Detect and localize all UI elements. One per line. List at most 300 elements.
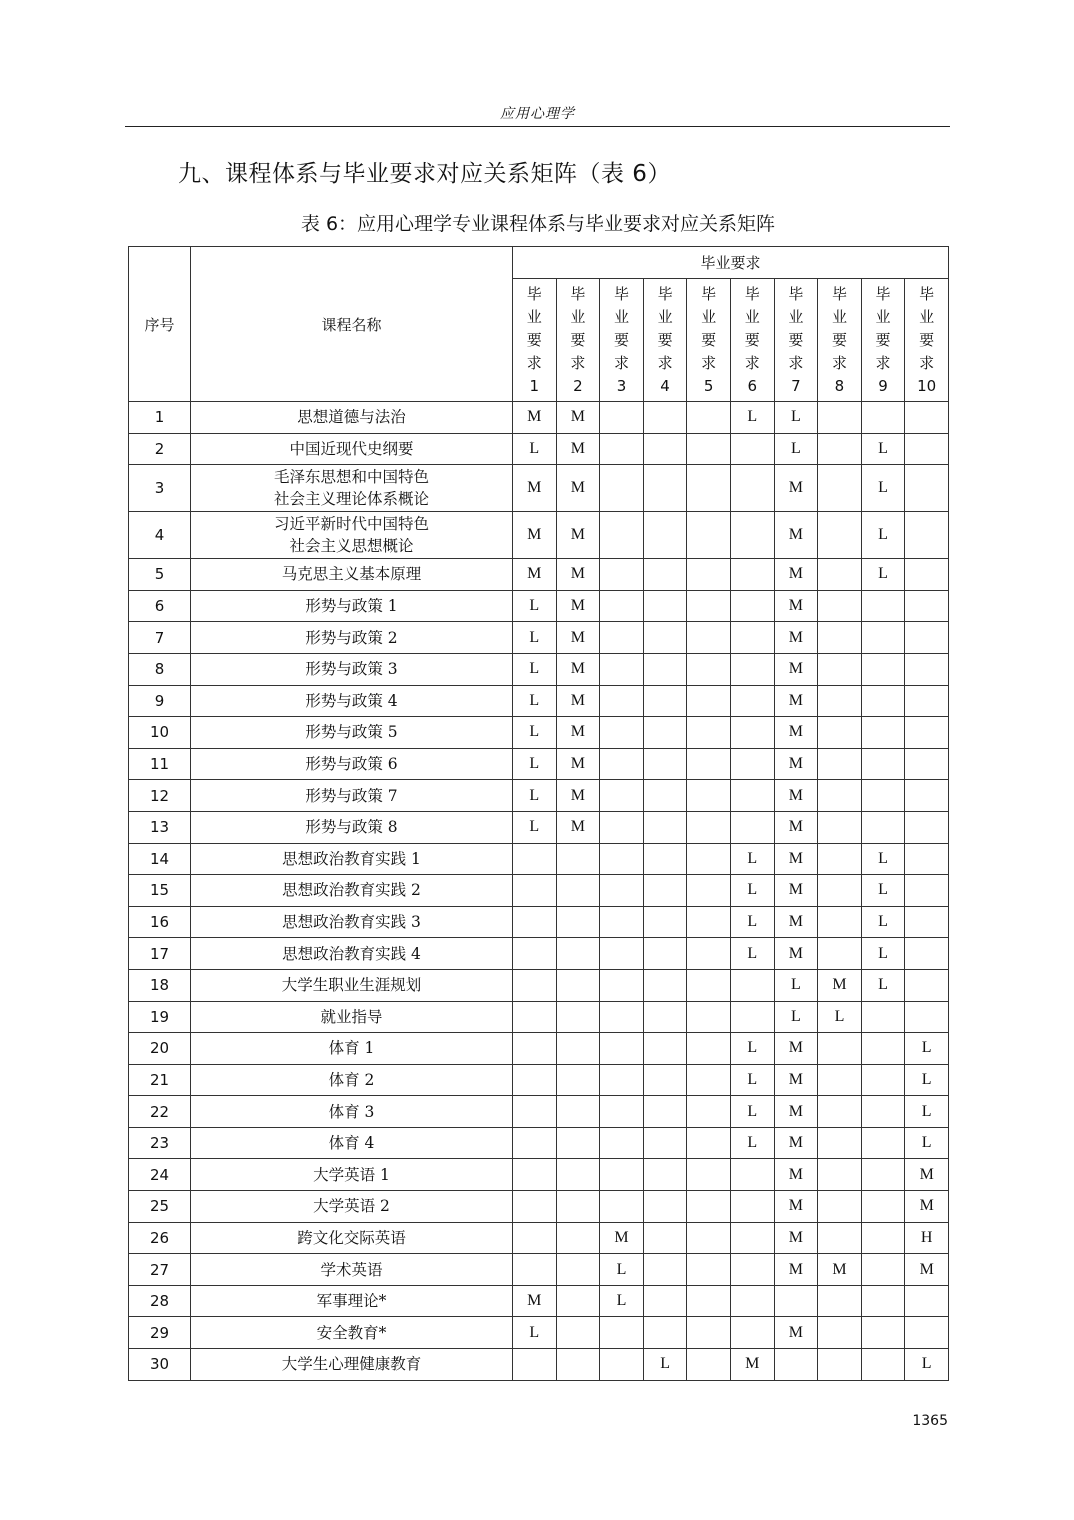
course-name: 马克思主义基本原理 bbox=[191, 559, 513, 591]
requirement-mark-cell bbox=[905, 875, 949, 907]
requirement-mark-cell bbox=[905, 590, 949, 622]
requirement-mark-cell bbox=[643, 1096, 687, 1128]
course-name: 大学生职业生涯规划 bbox=[191, 969, 513, 1001]
requirement-mark-cell bbox=[818, 465, 862, 512]
requirement-mark-cell bbox=[818, 906, 862, 938]
requirement-mark-cell bbox=[861, 1033, 905, 1065]
requirement-mark-cell bbox=[687, 748, 731, 780]
requirement-mark-cell: M bbox=[556, 780, 600, 812]
col-header-requirement-9 bbox=[861, 279, 905, 402]
table-row bbox=[129, 402, 949, 434]
requirement-mark-cell: M bbox=[556, 512, 600, 559]
requirement-char: 业 bbox=[788, 307, 804, 326]
requirement-mark-cell: M bbox=[513, 512, 557, 559]
col-header-requirement-10 bbox=[905, 279, 949, 402]
requirement-mark-cell bbox=[730, 1159, 774, 1191]
requirement-mark-cell bbox=[861, 1001, 905, 1033]
requirement-mark-cell bbox=[513, 906, 557, 938]
requirement-mark-cell bbox=[861, 717, 905, 749]
row-number: 3 bbox=[129, 465, 191, 512]
requirement-mark-cell bbox=[513, 1222, 557, 1254]
requirement-mark-cell bbox=[556, 1159, 600, 1191]
requirement-mark-cell: L bbox=[861, 433, 905, 465]
requirement-mark-cell bbox=[818, 402, 862, 434]
col-header-requirement-5 bbox=[687, 279, 731, 402]
requirement-mark-cell bbox=[643, 906, 687, 938]
requirement-mark-cell bbox=[556, 1349, 600, 1381]
requirement-char: 要 bbox=[831, 330, 847, 349]
requirement-mark-cell bbox=[687, 1001, 731, 1033]
requirement-mark-cell bbox=[600, 780, 644, 812]
requirement-mark-cell bbox=[861, 1191, 905, 1223]
requirement-mark-cell bbox=[861, 1254, 905, 1286]
course-name: 学术英语 bbox=[191, 1254, 513, 1286]
requirement-mark-cell: L bbox=[861, 559, 905, 591]
requirement-mark-cell bbox=[687, 1254, 731, 1286]
requirement-mark-cell: M bbox=[774, 1254, 818, 1286]
requirement-mark-cell: M bbox=[818, 1254, 862, 1286]
requirement-mark-cell: M bbox=[774, 1222, 818, 1254]
table-row bbox=[129, 906, 949, 938]
requirement-mark-cell bbox=[556, 1096, 600, 1128]
requirement-mark-cell bbox=[818, 1317, 862, 1349]
row-number: 28 bbox=[129, 1285, 191, 1317]
course-name: 形势与政策 8 bbox=[191, 811, 513, 843]
requirement-mark-cell bbox=[513, 843, 557, 875]
requirement-mark-cell: M bbox=[556, 433, 600, 465]
requirement-mark-cell: L bbox=[730, 1096, 774, 1128]
requirement-mark-cell bbox=[818, 811, 862, 843]
requirement-mark-cell: L bbox=[905, 1096, 949, 1128]
requirement-mark-cell bbox=[687, 717, 731, 749]
requirement-mark-cell bbox=[600, 433, 644, 465]
requirement-mark-cell bbox=[643, 748, 687, 780]
requirement-char: 要 bbox=[788, 330, 804, 349]
requirement-mark-cell: L bbox=[774, 1001, 818, 1033]
requirement-mark-cell bbox=[687, 402, 731, 434]
requirement-mark-cell: L bbox=[730, 938, 774, 970]
requirement-mark-cell bbox=[730, 1001, 774, 1033]
requirement-mark-cell: L bbox=[861, 969, 905, 1001]
requirement-char: 业 bbox=[701, 307, 717, 326]
row-number: 6 bbox=[129, 590, 191, 622]
requirement-mark-cell: M bbox=[818, 969, 862, 1001]
requirement-mark-cell: M bbox=[556, 465, 600, 512]
requirement-mark-cell bbox=[774, 1349, 818, 1381]
requirement-number: 9 bbox=[878, 376, 888, 395]
requirement-mark-cell bbox=[513, 1096, 557, 1128]
table-row bbox=[129, 717, 949, 749]
table-row bbox=[129, 1191, 949, 1223]
requirement-mark-cell bbox=[600, 748, 644, 780]
requirement-mark-cell bbox=[861, 780, 905, 812]
requirement-mark-cell bbox=[730, 748, 774, 780]
requirement-mark-cell: L bbox=[513, 717, 557, 749]
requirement-mark-cell bbox=[556, 1127, 600, 1159]
col-header-requirement-1 bbox=[513, 279, 557, 402]
requirement-mark-cell bbox=[861, 1349, 905, 1381]
requirement-mark-cell bbox=[687, 1096, 731, 1128]
section-title: 九、课程体系与毕业要求对应关系矩阵（表 6） bbox=[178, 161, 671, 187]
requirement-mark-cell bbox=[818, 748, 862, 780]
requirement-char: 求 bbox=[744, 353, 760, 372]
requirement-number: 10 bbox=[917, 376, 937, 395]
requirement-mark-cell: M bbox=[556, 685, 600, 717]
requirement-mark-cell: L bbox=[513, 685, 557, 717]
requirement-mark-cell bbox=[687, 811, 731, 843]
requirement-mark-cell bbox=[687, 590, 731, 622]
requirement-mark-cell: M bbox=[774, 1033, 818, 1065]
requirement-number: 6 bbox=[747, 376, 758, 395]
table-row bbox=[129, 843, 949, 875]
requirement-mark-cell bbox=[600, 685, 644, 717]
course-name: 思想政治教育实践 1 bbox=[191, 843, 513, 875]
requirement-mark-cell bbox=[730, 780, 774, 812]
requirement-mark-cell: L bbox=[600, 1285, 644, 1317]
requirement-mark-cell bbox=[687, 685, 731, 717]
course-name: 形势与政策 6 bbox=[191, 748, 513, 780]
requirement-mark-cell: L bbox=[513, 622, 557, 654]
requirement-mark-cell bbox=[818, 685, 862, 717]
requirement-mark-cell bbox=[730, 559, 774, 591]
requirement-mark-cell bbox=[730, 465, 774, 512]
requirement-mark-cell: M bbox=[556, 590, 600, 622]
requirement-mark-cell: M bbox=[774, 811, 818, 843]
requirement-mark-cell: M bbox=[774, 685, 818, 717]
requirement-mark-cell: L bbox=[774, 969, 818, 1001]
requirement-mark-cell: L bbox=[861, 512, 905, 559]
requirement-mark-cell bbox=[600, 1317, 644, 1349]
requirement-mark-cell: L bbox=[513, 780, 557, 812]
requirement-mark-cell bbox=[818, 1096, 862, 1128]
requirement-mark-cell bbox=[643, 590, 687, 622]
requirement-mark-cell bbox=[513, 1001, 557, 1033]
requirement-mark-cell bbox=[643, 1033, 687, 1065]
requirement-mark-cell bbox=[905, 512, 949, 559]
requirement-mark-cell bbox=[643, 433, 687, 465]
requirement-mark-cell bbox=[600, 1096, 644, 1128]
requirement-mark-cell bbox=[556, 1033, 600, 1065]
course-name: 大学英语 2 bbox=[191, 1191, 513, 1223]
requirement-mark-cell bbox=[643, 780, 687, 812]
requirement-char: 毕 bbox=[919, 284, 935, 303]
requirement-mark-cell bbox=[600, 811, 644, 843]
requirement-mark-cell: M bbox=[556, 811, 600, 843]
requirement-char: 业 bbox=[744, 307, 760, 326]
requirement-mark-cell bbox=[687, 1033, 731, 1065]
requirement-mark-cell bbox=[600, 1064, 644, 1096]
requirement-mark-cell bbox=[513, 875, 557, 907]
requirement-mark-cell bbox=[818, 653, 862, 685]
row-number: 5 bbox=[129, 559, 191, 591]
table-row bbox=[129, 590, 949, 622]
requirement-mark-cell bbox=[730, 590, 774, 622]
requirement-mark-cell bbox=[905, 748, 949, 780]
requirement-number: 5 bbox=[703, 376, 714, 395]
requirement-char: 毕 bbox=[875, 284, 891, 303]
course-name: 习近平新时代中国特色 社会主义思想概论 bbox=[191, 512, 513, 559]
requirement-mark-cell bbox=[687, 1064, 731, 1096]
table-row bbox=[129, 811, 949, 843]
requirement-mark-cell bbox=[905, 465, 949, 512]
requirement-mark-cell bbox=[861, 653, 905, 685]
table-row bbox=[129, 653, 949, 685]
requirement-char: 业 bbox=[570, 307, 586, 326]
col-header-course-name: 课程名称 bbox=[191, 247, 513, 402]
requirement-mark-cell bbox=[905, 811, 949, 843]
requirement-char: 业 bbox=[919, 307, 935, 326]
row-number: 12 bbox=[129, 780, 191, 812]
requirement-char: 毕 bbox=[526, 284, 542, 303]
header-row-group bbox=[129, 247, 949, 279]
row-number: 10 bbox=[129, 717, 191, 749]
course-name: 大学生心理健康教育 bbox=[191, 1349, 513, 1381]
requirement-mark-cell bbox=[513, 938, 557, 970]
requirement-mark-cell bbox=[730, 685, 774, 717]
requirement-mark-cell bbox=[730, 512, 774, 559]
requirement-mark-cell: M bbox=[556, 653, 600, 685]
page-number: 1365 bbox=[912, 1413, 948, 1429]
requirement-mark-cell bbox=[556, 1285, 600, 1317]
requirement-mark-cell bbox=[818, 559, 862, 591]
row-number: 16 bbox=[129, 906, 191, 938]
requirement-mark-cell: M bbox=[905, 1254, 949, 1286]
requirement-char: 求 bbox=[831, 353, 847, 372]
requirement-number: 4 bbox=[660, 376, 670, 395]
col-header-requirement-7 bbox=[774, 279, 818, 402]
course-name: 形势与政策 1 bbox=[191, 590, 513, 622]
requirement-mark-cell: M bbox=[730, 1349, 774, 1381]
requirement-mark-cell: L bbox=[905, 1033, 949, 1065]
course-name: 形势与政策 5 bbox=[191, 717, 513, 749]
requirement-number: 8 bbox=[834, 376, 845, 395]
requirement-mark-cell bbox=[600, 590, 644, 622]
requirement-mark-cell bbox=[556, 1001, 600, 1033]
requirement-mark-cell: L bbox=[730, 1064, 774, 1096]
requirement-mark-cell bbox=[643, 512, 687, 559]
requirement-mark-cell bbox=[905, 1317, 949, 1349]
requirement-mark-cell bbox=[556, 1222, 600, 1254]
requirement-mark-cell: L bbox=[774, 402, 818, 434]
row-number: 18 bbox=[129, 969, 191, 1001]
requirement-number: 3 bbox=[616, 376, 627, 395]
requirement-mark-cell bbox=[513, 969, 557, 1001]
row-number: 9 bbox=[129, 685, 191, 717]
row-number: 24 bbox=[129, 1159, 191, 1191]
requirement-mark-cell bbox=[730, 1254, 774, 1286]
requirement-mark-cell: M bbox=[774, 590, 818, 622]
requirement-mark-cell: M bbox=[774, 748, 818, 780]
requirement-mark-cell: L bbox=[730, 1033, 774, 1065]
requirement-mark-cell: M bbox=[774, 622, 818, 654]
requirement-mark-cell bbox=[600, 1127, 644, 1159]
requirement-mark-cell bbox=[730, 1285, 774, 1317]
requirement-mark-cell bbox=[687, 1222, 731, 1254]
table-caption: 表 6：应用心理学专业课程体系与毕业要求对应关系矩阵 bbox=[300, 213, 776, 235]
col-header-requirement-3 bbox=[600, 279, 644, 402]
course-name: 思想政治教育实践 3 bbox=[191, 906, 513, 938]
requirement-char: 求 bbox=[701, 353, 717, 372]
requirement-mark-cell: L bbox=[730, 1127, 774, 1159]
requirement-mark-cell bbox=[556, 1064, 600, 1096]
requirement-char: 毕 bbox=[744, 284, 760, 303]
requirement-mark-cell: L bbox=[774, 433, 818, 465]
requirement-char: 业 bbox=[526, 307, 542, 326]
requirement-mark-cell bbox=[861, 811, 905, 843]
requirement-mark-cell: M bbox=[774, 1064, 818, 1096]
requirement-mark-cell bbox=[556, 969, 600, 1001]
requirement-mark-cell bbox=[818, 622, 862, 654]
requirement-number: 1 bbox=[529, 376, 540, 395]
requirement-mark-cell bbox=[905, 717, 949, 749]
table-row bbox=[129, 1064, 949, 1096]
requirement-mark-cell: M bbox=[774, 512, 818, 559]
requirement-char: 求 bbox=[570, 353, 586, 372]
requirement-char: 要 bbox=[701, 330, 717, 349]
requirement-mark-cell: L bbox=[861, 875, 905, 907]
requirement-mark-cell: M bbox=[774, 717, 818, 749]
requirement-mark-cell: L bbox=[818, 1001, 862, 1033]
requirement-mark-cell bbox=[687, 938, 731, 970]
requirement-mark-cell bbox=[905, 843, 949, 875]
requirement-char: 要 bbox=[875, 330, 891, 349]
requirement-mark-cell bbox=[513, 1033, 557, 1065]
requirement-char: 要 bbox=[919, 330, 935, 349]
requirement-char: 毕 bbox=[613, 284, 629, 303]
header-rule bbox=[125, 126, 950, 127]
requirement-mark-cell: L bbox=[905, 1127, 949, 1159]
requirement-mark-cell: M bbox=[774, 1127, 818, 1159]
requirement-char: 求 bbox=[788, 353, 804, 372]
running-header-title: 应用心理学 bbox=[500, 106, 575, 122]
requirement-mark-cell bbox=[643, 1159, 687, 1191]
requirement-mark-cell bbox=[643, 1001, 687, 1033]
requirement-mark-cell bbox=[818, 1064, 862, 1096]
row-number: 20 bbox=[129, 1033, 191, 1065]
course-name: 安全教育* bbox=[191, 1317, 513, 1349]
requirement-mark-cell bbox=[818, 875, 862, 907]
course-name: 跨文化交际英语 bbox=[191, 1222, 513, 1254]
requirement-mark-cell bbox=[861, 402, 905, 434]
requirement-mark-cell bbox=[818, 717, 862, 749]
requirement-mark-cell bbox=[600, 906, 644, 938]
requirement-mark-cell bbox=[687, 1317, 731, 1349]
requirement-mark-cell bbox=[861, 1285, 905, 1317]
table-row bbox=[129, 1096, 949, 1128]
requirement-mark-cell bbox=[513, 1349, 557, 1381]
row-number: 11 bbox=[129, 748, 191, 780]
row-number: 19 bbox=[129, 1001, 191, 1033]
course-name: 大学英语 1 bbox=[191, 1159, 513, 1191]
requirement-mark-cell bbox=[818, 590, 862, 622]
requirement-mark-cell bbox=[861, 590, 905, 622]
table-row bbox=[129, 969, 949, 1001]
requirement-mark-cell bbox=[556, 906, 600, 938]
requirement-mark-cell bbox=[643, 717, 687, 749]
requirement-mark-cell bbox=[643, 653, 687, 685]
requirement-char: 求 bbox=[613, 353, 629, 372]
requirement-mark-cell bbox=[687, 875, 731, 907]
requirement-mark-cell bbox=[905, 433, 949, 465]
requirement-mark-cell: M bbox=[774, 875, 818, 907]
table-row bbox=[129, 465, 949, 512]
col-header-requirement-4 bbox=[643, 279, 687, 402]
requirement-mark-cell bbox=[556, 1317, 600, 1349]
requirement-mark-cell bbox=[905, 559, 949, 591]
table-row bbox=[129, 748, 949, 780]
row-number: 21 bbox=[129, 1064, 191, 1096]
requirement-mark-cell: L bbox=[600, 1254, 644, 1286]
course-name: 体育 4 bbox=[191, 1127, 513, 1159]
requirement-mark-cell bbox=[600, 969, 644, 1001]
requirement-number: 2 bbox=[573, 376, 583, 395]
requirement-mark-cell bbox=[513, 1064, 557, 1096]
requirement-mark-cell: M bbox=[774, 938, 818, 970]
table-row bbox=[129, 1285, 949, 1317]
table-row bbox=[129, 1254, 949, 1286]
requirement-mark-cell bbox=[687, 465, 731, 512]
requirement-mark-cell bbox=[600, 402, 644, 434]
requirement-mark-cell bbox=[818, 1222, 862, 1254]
requirement-mark-cell bbox=[687, 653, 731, 685]
row-number: 7 bbox=[129, 622, 191, 654]
requirement-mark-cell bbox=[600, 512, 644, 559]
requirement-mark-cell: H bbox=[905, 1222, 949, 1254]
requirement-mark-cell bbox=[861, 1159, 905, 1191]
requirement-char: 要 bbox=[613, 330, 629, 349]
requirement-mark-cell bbox=[905, 653, 949, 685]
requirement-mark-cell bbox=[861, 1222, 905, 1254]
requirement-mark-cell bbox=[818, 1285, 862, 1317]
course-name: 毛泽东思想和中国特色 社会主义理论体系概论 bbox=[191, 465, 513, 512]
requirement-mark-cell bbox=[861, 1127, 905, 1159]
requirement-mark-cell: M bbox=[556, 402, 600, 434]
requirement-mark-cell bbox=[818, 843, 862, 875]
requirement-mark-cell bbox=[687, 433, 731, 465]
requirement-char: 求 bbox=[875, 353, 891, 372]
requirement-mark-cell: M bbox=[774, 843, 818, 875]
requirement-mark-cell bbox=[643, 465, 687, 512]
table-row bbox=[129, 1001, 949, 1033]
requirement-mark-cell bbox=[861, 1317, 905, 1349]
requirement-mark-cell: L bbox=[730, 402, 774, 434]
course-name: 思想政治教育实践 2 bbox=[191, 875, 513, 907]
requirement-mark-cell bbox=[687, 622, 731, 654]
row-number: 4 bbox=[129, 512, 191, 559]
table-row bbox=[129, 780, 949, 812]
requirement-mark-cell bbox=[600, 938, 644, 970]
requirement-mark-cell bbox=[643, 1127, 687, 1159]
table-row bbox=[129, 938, 949, 970]
requirement-mark-cell bbox=[687, 1349, 731, 1381]
row-number: 15 bbox=[129, 875, 191, 907]
requirement-char: 要 bbox=[657, 330, 673, 349]
requirement-char: 求 bbox=[657, 353, 673, 372]
requirement-char: 要 bbox=[526, 330, 542, 349]
requirement-mark-cell bbox=[905, 780, 949, 812]
requirement-mark-cell bbox=[643, 843, 687, 875]
course-name: 思想道德与法治 bbox=[191, 402, 513, 434]
requirement-mark-cell bbox=[905, 1001, 949, 1033]
requirement-mark-cell bbox=[556, 938, 600, 970]
requirement-mark-cell bbox=[730, 433, 774, 465]
requirement-mark-cell bbox=[643, 559, 687, 591]
requirement-mark-cell: L bbox=[905, 1349, 949, 1381]
course-name: 形势与政策 4 bbox=[191, 685, 513, 717]
requirement-mark-cell: L bbox=[513, 811, 557, 843]
course-name: 思想政治教育实践 4 bbox=[191, 938, 513, 970]
requirement-mark-cell bbox=[600, 465, 644, 512]
